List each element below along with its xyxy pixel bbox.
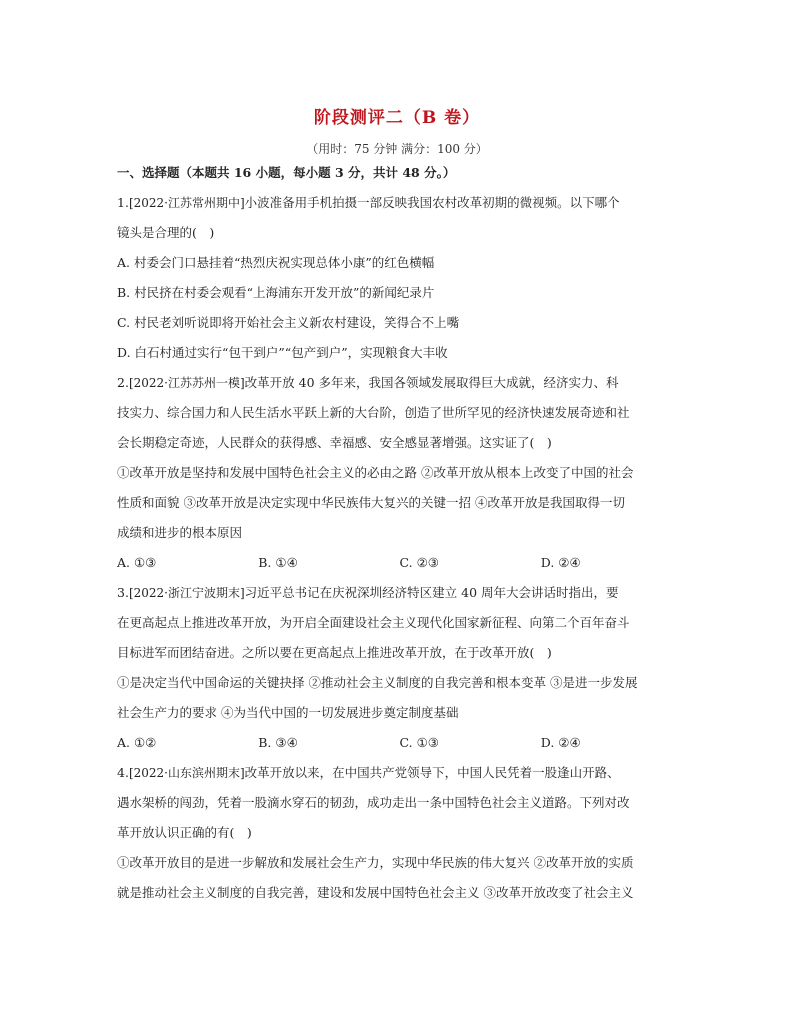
question-source: [2022·浙江宁波期末] — [128, 586, 245, 600]
choice-b: B. ③④ — [258, 735, 298, 750]
question-source: [2022·山东滨州期末] — [128, 766, 245, 780]
question-stem-line: 镜头是合理的( ) — [117, 225, 215, 240]
question-stem-line — [117, 188, 682, 218]
question-stem-line: 会长期稳定奇迹，人民群众的获得感、幸福感、安全感显著增强。这实证了( ) — [117, 435, 552, 450]
question-area — [117, 162, 682, 908]
time-score-info: （用时：75 分钟 满分：100 分） — [306, 142, 488, 156]
statement-line: ①改革开放目的是进一步解放和发展社会生产力，实现中华民族的伟大复兴 ②改革开放的实质 — [117, 855, 634, 870]
question-1 — [117, 188, 682, 368]
statement-line: 社会生产力的要求 ④为当代中国的一切发展进步奠定制度基础 — [117, 705, 459, 720]
statement-line: ①是决定当代中国命运的关键抉择 ②推动社会主义制度的自我完善和根本变革 ③是进一步发展 — [117, 675, 638, 690]
question-stem-text: 小波准备用手机拍摄一部反映我国农村改革初期的微视频。以下哪个 — [244, 195, 620, 210]
question-4 — [117, 758, 682, 908]
question-2 — [117, 368, 682, 578]
question-stem-line — [117, 578, 682, 608]
choice-a: A. ①② — [117, 735, 157, 750]
answer-choices — [117, 548, 682, 578]
answer-choices — [117, 728, 682, 758]
question-source: [2022·江苏常州期中] — [128, 196, 245, 210]
question-stem-line — [117, 368, 682, 398]
question-stem-line — [117, 758, 682, 788]
statement-line: ①改革开放是坚持和发展中国特色社会主义的必由之路 ②改革开放从根本上改变了中国的社会 — [117, 465, 634, 480]
option-d: D. 白石村通过实行“包干到户”“包产到户”，实现粮食大丰收 — [117, 345, 448, 360]
question-stem-text: 习近平总书记在庆祝深圳经济特区建立 40 周年大会讲话时指出，要 — [244, 585, 619, 600]
choice-c: C. ②③ — [399, 555, 439, 570]
question-number: 3. — [117, 585, 129, 600]
page-title: 阶段测评二（B 卷） — [313, 108, 481, 128]
choice-a: A. ①③ — [117, 555, 157, 570]
question-stem-line: 在更高起点上推进改革开放，为开启全面建设社会主义现代化国家新征程、向第二个百年奋斗 — [117, 615, 630, 630]
choice-c: C. ①③ — [399, 735, 439, 750]
question-3 — [117, 578, 682, 758]
statement-line: 就是推动社会主义制度的自我完善，建设和发展中国特色社会主义 ③改革开放改变了社会主义 — [117, 885, 634, 900]
question-number: 2. — [117, 375, 129, 390]
question-number: 1. — [117, 195, 129, 210]
question-stem-line: 遇水架桥的闯劲，凭着一股滴水穿石的韧劲，成功走出一条中国特色社会主义道路。下列对改 — [117, 795, 630, 810]
question-source: [2022·江苏苏州一模] — [128, 376, 245, 390]
question-stem-text: 改革开放以来，在中国共产党领导下，中国人民凭着一股逢山开路、 — [244, 765, 620, 780]
option-a: A. 村委会门口悬挂着“热烈庆祝实现总体小康”的红色横幅 — [117, 255, 435, 270]
choice-d: D. ②④ — [540, 555, 581, 570]
statement-line: 性质和面貌 ③改革开放是决定实现中华民族伟大复兴的关键一招 ④改革开放是我国取得一切 — [117, 495, 625, 510]
question-number: 4. — [117, 765, 129, 780]
statement-line: 成绩和进步的根本原因 — [117, 525, 243, 540]
choice-d: D. ②④ — [540, 735, 581, 750]
question-stem-line: 革开放认识正确的有( ) — [117, 825, 252, 840]
choice-b: B. ①④ — [258, 555, 298, 570]
question-stem-text: 改革开放 40 多年来，我国各领域发展取得巨大成就，经济实力、科 — [244, 375, 619, 390]
option-c: C. 村民老刘听说即将开始社会主义新农村建设，笑得合不上嘴 — [117, 315, 460, 330]
option-b: B. 村民挤在村委会观看“上海浦东开发开放”的新闻纪录片 — [117, 285, 435, 300]
question-stem-line: 目标进军而团结奋进。之所以要在更高起点上推进改革开放，在于改革开放( ) — [117, 645, 552, 660]
section-heading: 一、选择题（本题共 16 小题，每小题 3 分，共计 48 分。） — [117, 165, 456, 180]
question-stem-line: 技实力、综合国力和人民生活水平跃上新的大台阶，创造了世所罕见的经济快速发展奇迹和社 — [117, 405, 630, 420]
